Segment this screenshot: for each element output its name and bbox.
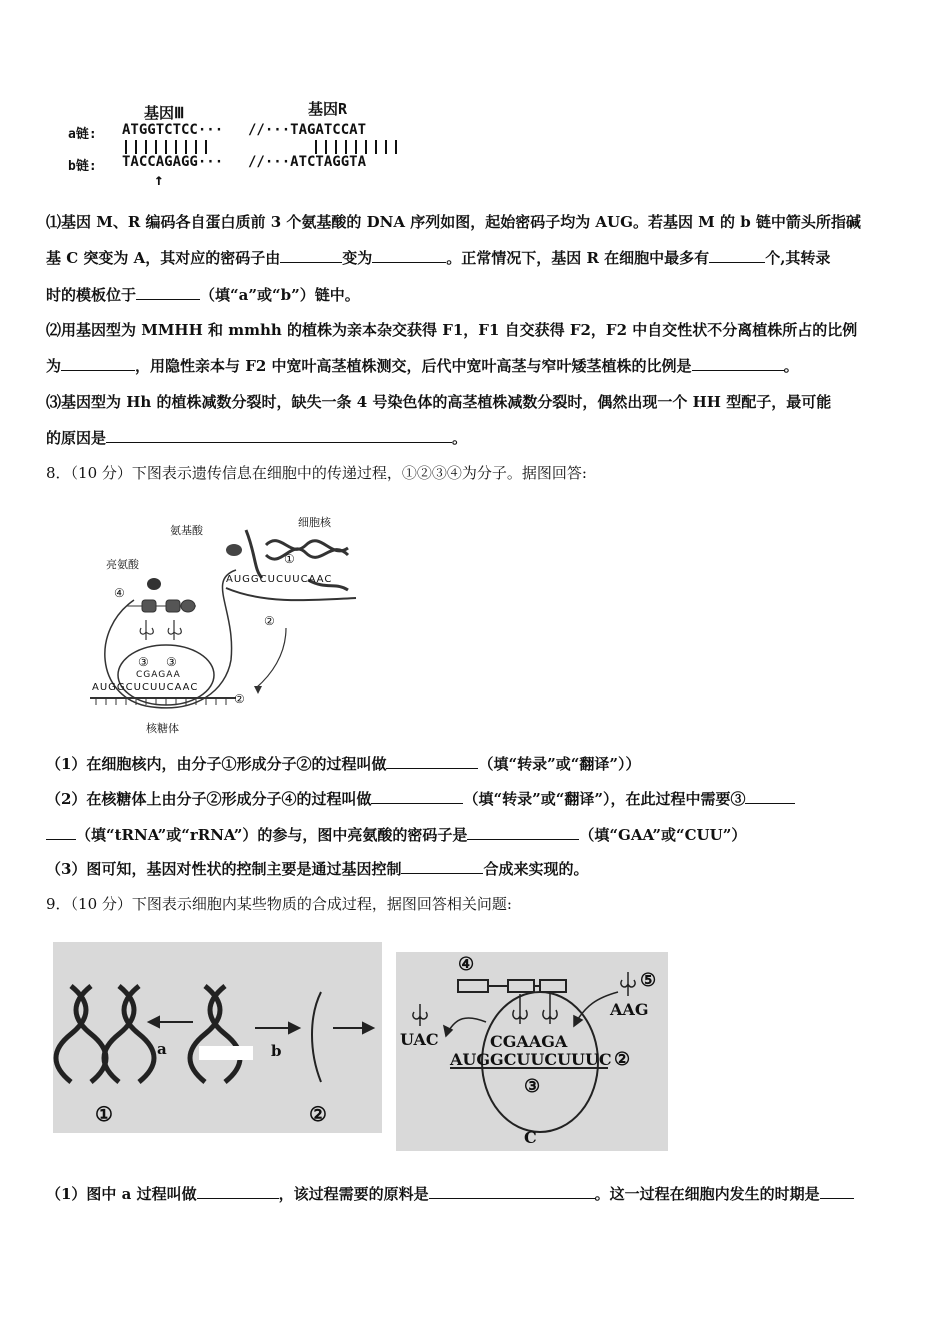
answer-blank[interactable] — [106, 428, 452, 443]
label-molecule-1: ① — [284, 552, 295, 566]
q7-part2-line2 — [46, 356, 906, 376]
label-step-4: ④ — [458, 954, 475, 975]
q7-text: 。 — [452, 429, 468, 447]
b-chain-seq-right: //···ATCTAGGTA — [248, 154, 367, 170]
transport-arrow-icon — [256, 628, 286, 688]
label-aag: AAG — [610, 1000, 649, 1019]
q7-text: 。 — [783, 357, 799, 375]
q7-part3-line2 — [46, 428, 906, 448]
answer-blank[interactable] — [429, 1184, 595, 1199]
rna-strand-icon — [312, 992, 321, 1082]
answer-blank[interactable] — [46, 825, 76, 840]
label-step-3: ③ — [524, 1076, 541, 1097]
mrna-strand-top — [226, 588, 356, 600]
q7-part2-line1: ⑵用基因型为 MMHH 和 mmhh 的植株为亲本杂交获得 F1，F1 自交获得 F2，F2 中自交性状不分离植株所占的比例 — [46, 321, 858, 339]
label-molecule-2-bottom: ② — [234, 692, 245, 706]
base-pair-lines — [122, 139, 402, 155]
polypeptide-chain — [458, 980, 566, 992]
replication-panel — [53, 942, 382, 1133]
answer-blank[interactable] — [467, 825, 579, 840]
translation-panel — [396, 952, 668, 1151]
q9-sub1 — [46, 1184, 906, 1204]
q8-sub1 — [46, 754, 906, 774]
gene-r-label: 基因R — [308, 100, 348, 118]
answer-blank[interactable] — [692, 356, 784, 371]
q8-text: （填“转录”或“翻译”），在此过程中需要③ — [463, 790, 746, 808]
q8-sub2-line1 — [46, 789, 906, 809]
answer-blank[interactable] — [136, 285, 200, 300]
q8-text: （2）在核糖体上由分子②形成分子④的过程叫做 — [46, 790, 372, 808]
anticodon-sequence: CGAGAA — [136, 670, 181, 680]
label-process-a: a — [157, 1040, 167, 1058]
label-step-1: ① — [95, 1102, 113, 1126]
q8-text: （填“转录”或“翻译”）） — [478, 755, 641, 773]
a-chain-label: a链: — [68, 127, 97, 142]
answer-blank[interactable] — [372, 248, 446, 263]
label-molecule-3b: ③ — [166, 655, 177, 669]
answer-blank[interactable] — [386, 754, 478, 769]
q8-text: 合成来实现的。 — [483, 860, 589, 878]
dna-sequence-figure — [66, 96, 406, 192]
q7-text: 为 — [46, 357, 62, 375]
q7-text: 基 C 突变为 A，其对应的密码子由 — [46, 249, 281, 267]
answer-blank[interactable] — [820, 1184, 854, 1199]
process-a-arrow-icon — [149, 1017, 193, 1027]
answer-blank[interactable] — [61, 356, 135, 371]
mrna-ticks — [96, 698, 226, 705]
q8-sub2-line2 — [46, 825, 906, 845]
q7-part1-line2 — [46, 248, 906, 268]
a-chain-seq-right: //···TAGATCCAT — [248, 122, 367, 138]
q9-text: （1）图中 a 过程叫做 — [46, 1185, 197, 1203]
trna-exit-arrow-icon — [444, 1018, 486, 1036]
q8-text: （3）图可知，基因对性状的控制主要是通过基因控制 — [46, 860, 402, 878]
answer-blank[interactable] — [197, 1184, 279, 1199]
q7-text: 个,其转录 — [765, 249, 831, 267]
label-anticodons: CGAAGA — [490, 1032, 568, 1051]
leucine-icon — [147, 578, 161, 590]
trna-icon — [140, 620, 181, 640]
q7-text: 的原因是 — [46, 429, 107, 447]
next-step-arrow-icon — [333, 1023, 373, 1033]
gene-expression-drawing — [86, 510, 386, 742]
label-leucine: 亮氨酸 — [106, 558, 139, 571]
answer-blank[interactable] — [401, 859, 483, 874]
b-chain-label: b链: — [68, 159, 97, 174]
answer-blank[interactable] — [371, 789, 463, 804]
q8-sub3 — [46, 859, 906, 879]
q7-text: 时的模板位于 — [46, 286, 137, 304]
label-step-2: ② — [309, 1102, 327, 1126]
label-nucleus: 细胞核 — [298, 516, 331, 529]
q7-text: （填“a”或“b”）链中。 — [200, 286, 360, 304]
b-chain-seq-left: TACCAGAGG··· — [122, 154, 224, 170]
label-step-5: ⑤ — [640, 970, 657, 991]
gene-expression-figure — [86, 510, 386, 742]
answer-blank[interactable] — [280, 248, 342, 263]
answer-blank[interactable] — [709, 248, 765, 263]
label-ribosome: 核糖体 — [146, 722, 179, 735]
dna-helix-icon — [266, 541, 348, 559]
q7-text: ，用隐性亲本与 F2 中宽叶高茎植株测交，后代中宽叶高茎与窄叶矮茎植株的比例是 — [135, 357, 692, 375]
q8-text: （1）在细胞核内，由分子①形成分子②的过程叫做 — [46, 755, 387, 773]
q9-text: 。这一过程在细胞内发生的时期是 — [594, 1185, 820, 1203]
gene-m-label: 基因Ⅲ — [144, 104, 185, 122]
mutation-arrow-icon: ↑ — [154, 170, 164, 189]
q8-text: （填“GAA”或“CUU”） — [579, 826, 747, 844]
label-uac: UAC — [400, 1030, 439, 1049]
label-c: C — [524, 1128, 537, 1147]
q7-part1-line1: ⑴基因 M、R 编码各自蛋白质前 3 个氨基酸的 DNA 序列如图，起始密码子均为 AUG。若基因 M 的 b 链中箭头所指碱 — [46, 213, 861, 231]
q7-part3-line1: ⑶基因型为 Hh 的植株减数分裂时，缺失一条 4 号染色体的高茎植株减数分裂时，偶然出现一个 HH 型配子，最可能 — [46, 393, 832, 411]
q7-text: 。正常情况下，基因 R 在细胞中最多有 — [446, 249, 710, 267]
q7-part1-line3 — [46, 285, 906, 305]
q8-text: （填“tRNA”或“rRNA”）的参与，图中亮氨酸的密码子是 — [76, 826, 468, 844]
mrna-segment — [246, 530, 262, 578]
q8-title: 8．（10 分）下图表示遗传信息在细胞中的传递过程，①②③④为分子。据图回答: — [46, 464, 587, 482]
label-molecule-3a: ③ — [138, 655, 149, 669]
polypeptide-chain — [126, 600, 196, 612]
q9-title: 9．（10 分）下图表示细胞内某些物质的合成过程，据图回答相关问题: — [46, 895, 512, 913]
answer-blank[interactable] — [745, 789, 795, 804]
label-molecule-2: ② — [264, 614, 275, 628]
label-mrna: AUGGCUUCUUUC — [450, 1050, 612, 1069]
white-patch — [199, 1046, 253, 1060]
q7-text: 变为 — [342, 249, 373, 267]
amino-acid-icon — [226, 544, 242, 556]
label-amino-acid: 氨基酸 — [170, 524, 203, 537]
q9-text: ，该过程需要的原料是 — [278, 1185, 429, 1203]
dna-helix-icon — [56, 986, 240, 1082]
label-process-b: b — [271, 1042, 282, 1060]
a-chain-seq-left: ATGGTCTCC··· — [122, 122, 224, 138]
mrna-sequence-top: AUGGCUCUUCAAC — [226, 574, 333, 585]
mrna-sequence-bottom: AUGGCUCUUCAAC — [92, 682, 199, 693]
process-b-arrow-icon — [255, 1023, 299, 1033]
label-molecule-4: ④ — [114, 586, 125, 600]
label-step-2-mrna: ② — [614, 1049, 631, 1070]
